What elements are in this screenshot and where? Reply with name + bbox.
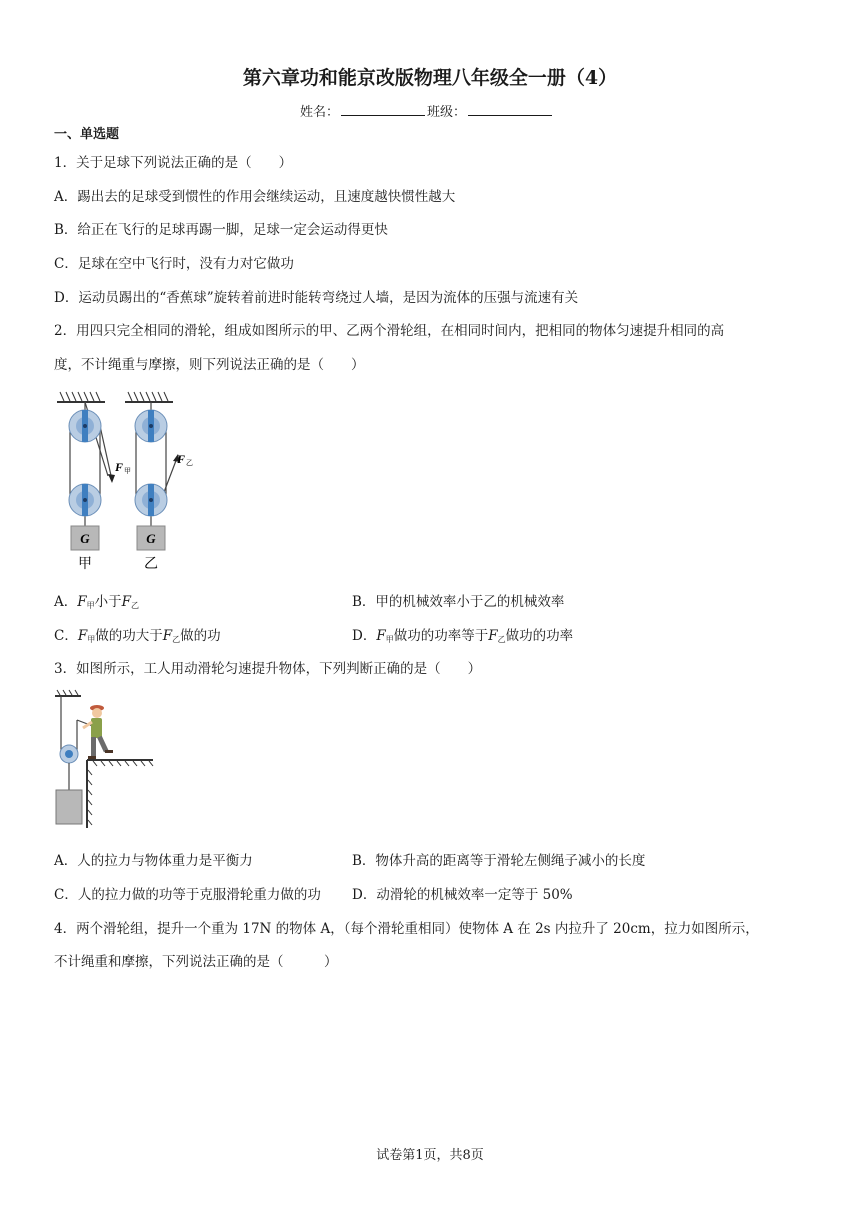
q2-c-f1: F [77, 628, 88, 644]
name-blank [341, 103, 425, 116]
q2-c-mid: 做的功大于 [95, 628, 163, 644]
q2-stem-line2: 度，不计绳重与摩擦，则下列说法正确的是（ ） [54, 357, 365, 373]
force-label-jia: F [115, 460, 124, 474]
q2-a-f1: F [77, 594, 87, 610]
q2-option-a [54, 590, 139, 611]
page-title: 第六章功和能京改版物理八年级全一册（4） [242, 67, 618, 89]
q1-option-a: A．踢出去的足球受到惯性的作用会继续运动，且速度越快惯性越大 [54, 189, 456, 205]
movable-pulley-left [69, 484, 101, 516]
fixed-pulley-left [69, 410, 101, 442]
q1-option-c: C．足球在空中飞行时，没有力对它做功 [54, 256, 294, 272]
q2-c-sub1: 甲 [87, 635, 96, 644]
q2-d-f2: F [488, 628, 498, 644]
q3-stem: 3．如图所示，工人用动滑轮匀速提升物体，下列判断正确的是（ ） [54, 661, 482, 677]
q2-a-mid: 小于 [94, 594, 122, 610]
q1-option-d: D．运动员踢出的“香蕉球”旋转着前进时能转弯绕过人墙，是因为流体的压强与流速有关 [54, 290, 579, 306]
weight-label-right: G [146, 531, 156, 546]
figure-caption-yi: 乙 [144, 556, 158, 572]
name-label: 姓名： [300, 105, 340, 120]
q3-option-d: D．动滑轮的机械效率一定等于 50% [352, 887, 573, 903]
q2-c-f2: F [162, 628, 173, 644]
q2-d-f1: F [376, 628, 386, 644]
worker-figure [83, 705, 113, 759]
page-footer: 试卷第1页，共8页 [376, 1148, 484, 1163]
q2-option-d-prefix: D． [352, 628, 377, 644]
force-sub-yi: 乙 [186, 459, 193, 467]
q1-stem: 1．关于足球下列说法正确的是（ ） [54, 155, 293, 171]
q2-option-c-prefix: C． [54, 628, 78, 644]
worker-pulley-figure-q3 [53, 690, 163, 830]
q2-option-b: B．甲的机械效率小于乙的机械效率 [352, 594, 565, 610]
q4-stem-line1: 4．两个滑轮组，提升一个重为 17N 的物体 A，（每个滑轮重相同）使物体 A 在 2s 内拉升了 20cm，拉力如图所示， [54, 921, 759, 937]
q2-option-c [54, 624, 221, 645]
load-block-q3 [56, 790, 82, 824]
q3-option-b: B．物体升高的距离等于滑轮左侧绳子减小的长度 [352, 853, 646, 869]
ceiling-right [125, 392, 173, 402]
q2-a-f2: F [121, 594, 131, 610]
fixed-pulley-right [135, 410, 167, 442]
pulley-figure-q2 [55, 388, 215, 573]
student-info [300, 101, 554, 120]
force-arrow-jia [108, 474, 115, 483]
q2-stem-line1: 2．用四只完全相同的滑轮，组成如图所示的甲、乙两个滑轮组，在相同时间内，把相同的物体匀速提升相同的高 [54, 323, 725, 339]
q2-d-sub1: 甲 [385, 635, 394, 644]
q3-option-c: C．人的拉力做的功等于克服滑轮重力做的功 [54, 887, 321, 903]
force-label-yi: F [177, 452, 186, 466]
ledge-q3 [87, 760, 153, 828]
q2-c-sub2: 乙 [172, 635, 181, 644]
q2-a-sub2: 乙 [131, 601, 139, 610]
force-sub-jia: 甲 [124, 467, 131, 475]
q3-option-a: A．人的拉力与物体重力是平衡力 [54, 853, 253, 869]
q1-option-b: B．给正在飞行的足球再踢一脚，足球一定会运动得更快 [54, 222, 388, 238]
ceiling-q3 [55, 690, 81, 696]
movable-pulley-right [135, 484, 167, 516]
figure-caption-jia: 甲 [78, 556, 92, 572]
movable-pulley-q3 [60, 745, 78, 790]
q2-option-a-prefix: A． [54, 594, 78, 610]
ceiling-left [57, 392, 105, 402]
q2-d-end: 做功的功率 [505, 628, 574, 644]
weight-label-left: G [80, 531, 90, 546]
q2-a-sub1: 甲 [86, 601, 95, 610]
q4-stem-line2: 不计绳重和摩擦，下列说法正确的是（ ） [54, 954, 338, 970]
q2-d-sub2: 乙 [497, 635, 506, 644]
class-label: 班级： [427, 105, 467, 120]
section-title: 一、单选题 [54, 127, 120, 142]
q2-option-d [352, 624, 573, 645]
q2-c-end: 做的功 [180, 628, 221, 644]
q2-d-mid: 做功的功率等于 [393, 628, 489, 644]
class-blank [468, 103, 552, 116]
